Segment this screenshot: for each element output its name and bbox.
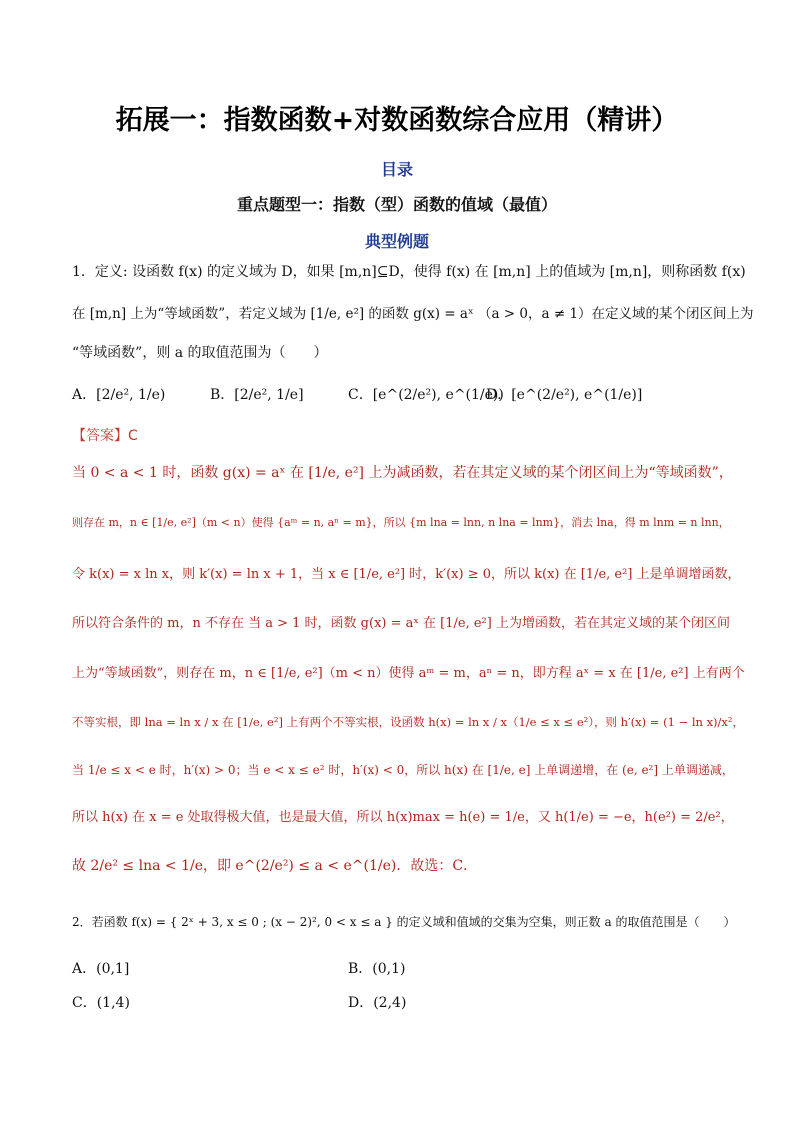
q2-option-c: C．(1,4) — [72, 995, 130, 1011]
solution-line-7: 当 1/e ≤ x < e 时，h′(x) > 0；当 e < x ≤ e² 时，h′(x) < 0，所以 h(x) 在 [1/e, e] 上单调递增，在 (e, e²] 上单调递减， — [72, 763, 734, 777]
solution-line-5: 上为“等域函数”，则存在 m，n ∈ [1/e, e²]（m < n）使得 aᵐ = m，aⁿ = n，即方程 aˣ = x 在 [1/e, e²] 上有两个 — [72, 666, 745, 681]
q2-option-a: A．(0,1] — [72, 961, 130, 977]
q1-option-b: B．[2/e², 1/e] — [210, 387, 304, 403]
q1-stem-line-3: “等域函数”，则 a 的取值范围为（ ） — [72, 345, 328, 361]
q1-option-c: C．[e^(2/e²), e^(1/e)) — [348, 387, 504, 403]
solution-line-6: 不等实根，即 lna = ln x / x 在 [1/e, e²] 上有两个不等实根，设函数 h(x) = ln x / x（1/e ≤ x ≤ e²），则 h′(x) = (1 − ln x)/x²， — [72, 715, 745, 729]
section-heading: 重点题型一：指数（型）函数的值域（最值） — [236, 195, 557, 214]
document-title: 拓展一：指数函数+对数函数综合应用（精讲） — [115, 105, 679, 136]
q2-stem: 2．若函数 f(x) = { 2ˣ + 3, x ≤ 0 ; (x − 2)², 0 < x ≤ a } 的定义域和值域的交集为空集，则正数 a 的取值范围是（ ） — [72, 915, 736, 929]
solution-line-1: 当 0 < a < 1 时，函数 g(x) = aˣ 在 [1/e, e²] 上为减函数，若在其定义域的某个闭区间上为“等域函数”， — [72, 465, 733, 481]
solution-line-9: 故 2/e² ≤ lna < 1/e，即 e^(2/e²) ≤ a < e^(1/e)．故选：C． — [72, 858, 478, 874]
solution-line-2: 则存在 m，n ∈ [1/e, e²]（m < n）使得 {aᵐ = n, aⁿ = m}，所以 {m lna = lnn, n lna = lnm}，消去 lna，得 m lnm = n lnn， — [72, 516, 730, 529]
solution-line-8: 所以 h(x) 在 x = e 处取得极大值，也是最大值，所以 h(x)max = h(e) = 1/e，又 h(1/e) = −e，h(e²) = 2/e²， — [72, 810, 734, 825]
toc-heading: 目录 — [380, 160, 413, 179]
solution-line-4: 所以符合条件的 m，n 不存在 当 a > 1 时，函数 g(x) = aˣ 在 [1/e, e²] 上为增函数，若在其定义域的某个闭区间 — [72, 616, 730, 631]
q1-stem-line-1: 1．定义: 设函数 f(x) 的定义域为 D，如果 [m,n]⊆D，使得 f(x) 在 [m,n] 上的值域为 [m,n]，则称函数 f(x) — [72, 264, 746, 280]
example-heading: 典型例题 — [364, 232, 429, 251]
q1-answer: 【答案】C — [72, 428, 138, 444]
q1-option-d: D．[e^(2/e²), e^(1/e)] — [486, 387, 643, 403]
solution-line-3: 令 k(x) = x ln x，则 k′(x) = ln x + 1，当 x ∈ [1/e, e²] 时，k′(x) ≥ 0，所以 k(x) 在 [1/e, e²] 上是单调增函数， — [72, 567, 741, 582]
q1-option-a: A．[2/e², 1/e) — [72, 387, 166, 403]
q2-option-b: B．(0,1) — [348, 961, 406, 977]
q2-option-d: D．(2,4) — [348, 995, 407, 1011]
q1-stem-line-2: 在 [m,n] 上为“等域函数”，若定义域为 [1/e, e²] 的函数 g(x) = aˣ （a > 0，a ≠ 1）在定义域的某个闭区间上为 — [72, 306, 754, 322]
